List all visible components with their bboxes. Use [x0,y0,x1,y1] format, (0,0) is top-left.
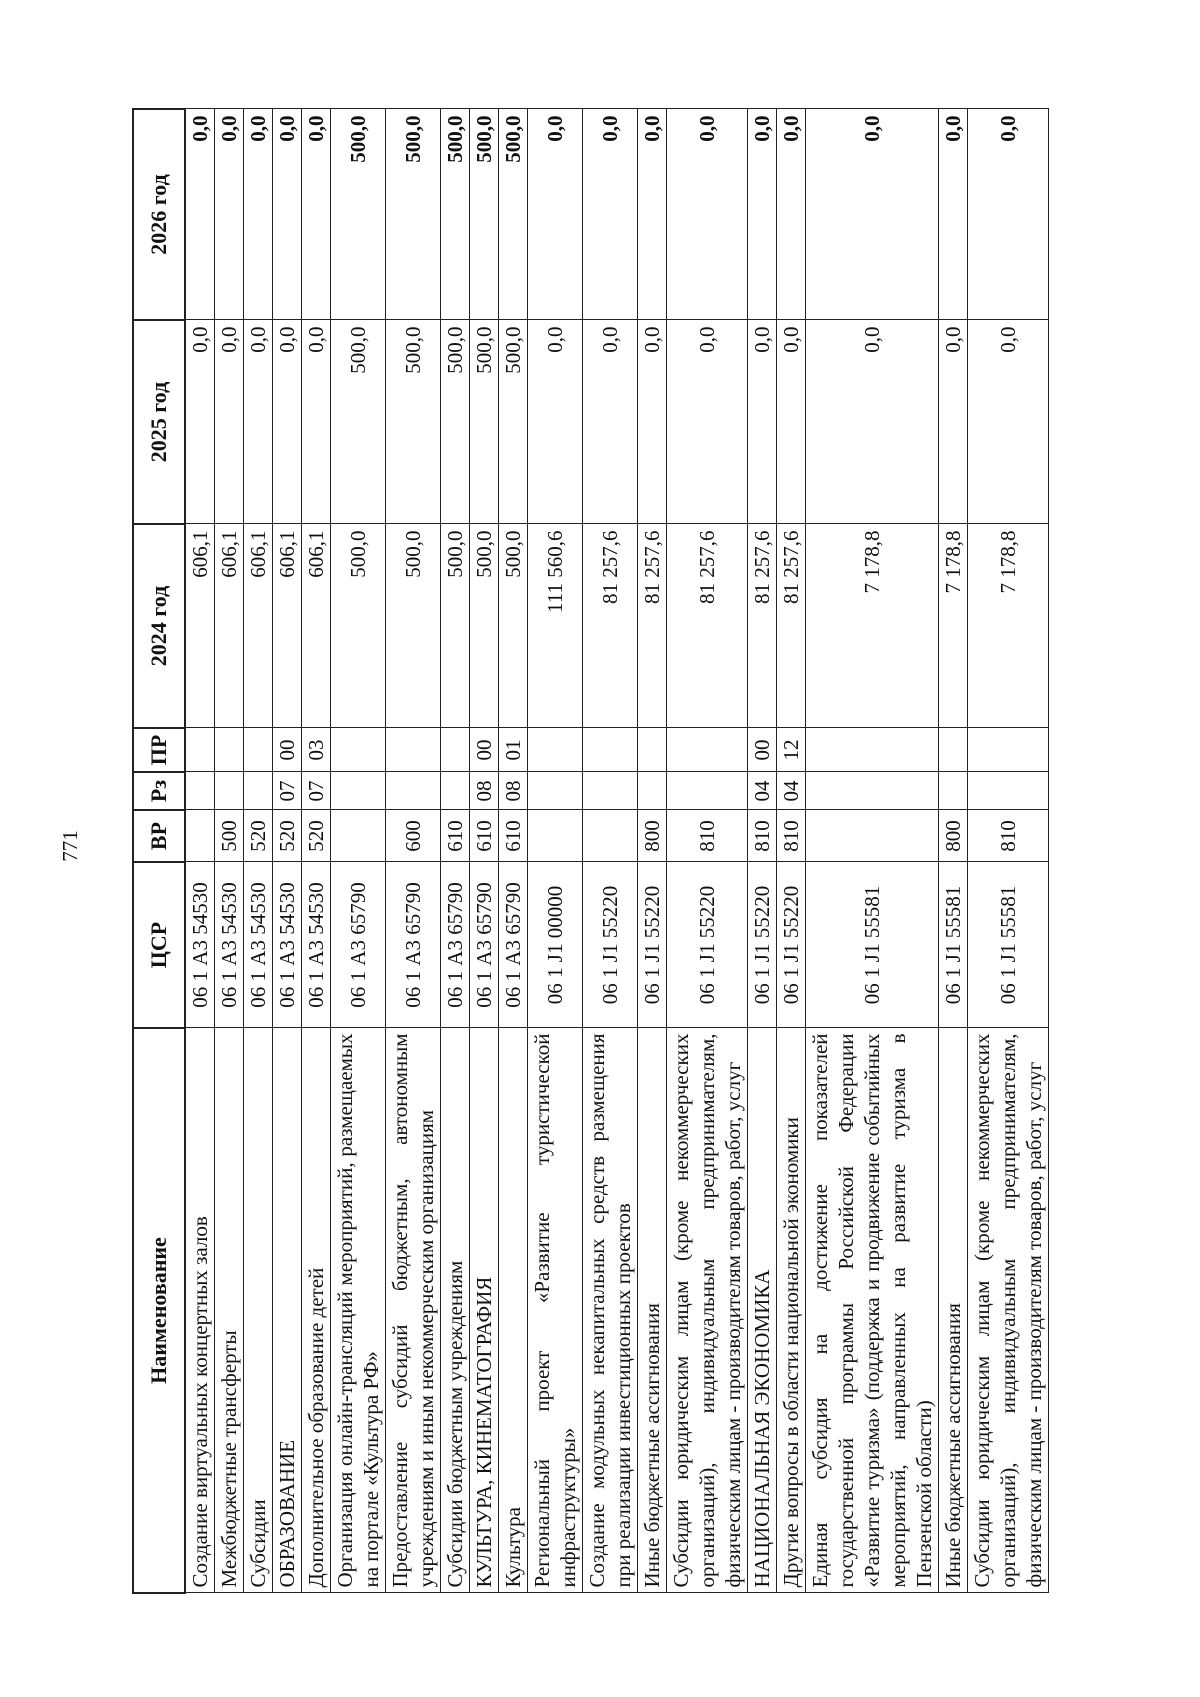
cell-2025: 0,0 [638,320,667,524]
cell-csr: 06 1 А3 65790 [331,862,386,1028]
cell-csr: 06 1 J1 55220 [748,862,777,1028]
header-csr: ЦСР [133,862,185,1028]
cell-2026: 0,0 [638,109,667,320]
cell-vr [331,810,386,862]
cell-csr: 06 1 J1 55581 [939,862,968,1028]
cell-2026: 500,0 [331,109,386,320]
cell-2024: 7 178,8 [968,524,1049,728]
cell-pr: 00 [273,728,302,772]
cell-rz [528,772,583,810]
cell-2026: 0,0 [939,109,968,320]
table-row [386,109,441,1593]
cell-2025: 500,0 [441,320,470,524]
table-row [215,109,244,1593]
cell-csr: 06 1 J1 55220 [777,862,806,1028]
cell-2024: 111 560,6 [528,524,583,728]
table-row [939,109,968,1593]
cell-csr: 06 1 А3 65790 [441,862,470,1028]
cell-name: КУЛЬТУРА, КИНЕМАТОГРАФИЯ [470,1028,499,1593]
cell-2025: 0,0 [968,320,1049,524]
cell-name: ОБРАЗОВАНИЕ [273,1028,302,1593]
table-row [748,109,777,1593]
cell-2026: 0,0 [528,109,583,320]
cell-rz [939,772,968,810]
cell-csr: 06 1 А3 54530 [215,862,244,1028]
budget-table-container [132,110,1050,1594]
cell-2024: 7 178,8 [939,524,968,728]
header-2026: 2026 год [133,109,185,320]
header-row [133,109,185,1593]
cell-csr: 06 1 J1 55220 [583,862,638,1028]
cell-csr: 06 1 А3 65790 [470,862,499,1028]
cell-2025: 0,0 [215,320,244,524]
cell-vr [583,810,638,862]
cell-2026: 500,0 [499,109,528,320]
cell-name: Региональный проект «Развитие туристической инфраструктуры» [528,1028,583,1593]
cell-2026: 500,0 [441,109,470,320]
table-row [499,109,528,1593]
cell-name: Единая субсидия на достижение показателей государственной программы Российской Федерации «Развитие туризма» (поддержка и продвижение событийных мероприятий, направленных на развитие туризма в Пензенской области) [806,1028,939,1593]
cell-name: Создание виртуальных концертных залов [185,1028,215,1593]
cell-rz [667,772,748,810]
cell-csr: 06 1 J1 55581 [806,862,939,1028]
cell-csr: 06 1 А3 65790 [386,862,441,1028]
cell-vr: 810 [748,810,777,862]
table-row [667,109,748,1593]
cell-2025: 500,0 [499,320,528,524]
table-row [331,109,386,1593]
cell-2024: 81 257,6 [638,524,667,728]
cell-csr: 06 1 А3 54530 [273,862,302,1028]
cell-pr: 00 [470,728,499,772]
cell-2026: 0,0 [273,109,302,320]
cell-csr: 06 1 А3 65790 [499,862,528,1028]
table-row [441,109,470,1593]
cell-pr [185,728,215,772]
cell-rz [583,772,638,810]
table-header [133,109,185,1593]
cell-csr: 06 1 А3 54530 [244,862,273,1028]
cell-2025: 0,0 [273,320,302,524]
cell-2025: 0,0 [748,320,777,524]
cell-pr [667,728,748,772]
cell-rz [968,772,1049,810]
cell-2024: 606,1 [215,524,244,728]
cell-2024: 81 257,6 [667,524,748,728]
cell-2024: 606,1 [302,524,331,728]
cell-rz [244,772,273,810]
cell-rz [331,772,386,810]
cell-2025: 0,0 [939,320,968,524]
cell-vr [185,810,215,862]
cell-pr [939,728,968,772]
cell-2024: 500,0 [331,524,386,728]
cell-2025: 0,0 [528,320,583,524]
header-2025: 2025 год [133,320,185,524]
header-rz: Рз [133,772,185,810]
cell-2026: 0,0 [806,109,939,320]
cell-2026: 0,0 [583,109,638,320]
cell-rz [638,772,667,810]
table-row [806,109,939,1593]
cell-2026: 500,0 [470,109,499,320]
cell-pr [806,728,939,772]
cell-name: Организация онлайн-трансляций мероприятий, размещаемых на портале «Культура РФ» [331,1028,386,1593]
cell-csr: 06 1 J1 55581 [968,862,1049,1028]
cell-pr [386,728,441,772]
cell-name: Иные бюджетные ассигнования [638,1028,667,1593]
cell-name: Субсидии бюджетным учреждениям [441,1028,470,1593]
cell-2024: 81 257,6 [583,524,638,728]
cell-rz: 04 [777,772,806,810]
cell-2025: 0,0 [667,320,748,524]
cell-vr: 610 [470,810,499,862]
cell-vr: 500 [215,810,244,862]
cell-vr: 810 [777,810,806,862]
cell-2025: 0,0 [583,320,638,524]
table-row [273,109,302,1593]
cell-2025: 0,0 [806,320,939,524]
cell-csr: 06 1 А3 54530 [185,862,215,1028]
cell-2026: 0,0 [185,109,215,320]
cell-csr: 06 1 J1 55220 [638,862,667,1028]
cell-name: Субсидии [244,1028,273,1593]
table-row [470,109,499,1593]
cell-name: Другие вопросы в области национальной экономики [777,1028,806,1593]
cell-csr: 06 1 А3 54530 [302,862,331,1028]
cell-pr: 01 [499,728,528,772]
cell-2024: 81 257,6 [777,524,806,728]
cell-rz [215,772,244,810]
cell-rz [386,772,441,810]
cell-2025: 500,0 [470,320,499,524]
cell-2025: 0,0 [302,320,331,524]
cell-vr: 810 [667,810,748,862]
cell-pr [583,728,638,772]
cell-2024: 7 178,8 [806,524,939,728]
cell-vr: 800 [638,810,667,862]
cell-2024: 500,0 [499,524,528,728]
table-body [185,109,1049,1593]
cell-vr: 610 [441,810,470,862]
table-row [185,109,215,1593]
cell-name: Создание модульных некапитальных средств размещения при реализации инвестиционных проектов [583,1028,638,1593]
page-number: 771 [58,830,82,862]
table-row [638,109,667,1593]
cell-2025: 500,0 [331,320,386,524]
table-row [302,109,331,1593]
budget-table [132,108,1049,1594]
cell-name: Межбюджетные трансферты [215,1028,244,1593]
table-row [244,109,273,1593]
cell-2025: 500,0 [386,320,441,524]
cell-rz [441,772,470,810]
cell-2025: 0,0 [777,320,806,524]
cell-name: Субсидии юридическим лицам (кроме некоммерческих организаций), индивидуальным предпринимателям, физическим лицам - производителям товаров, работ, услуг [968,1028,1049,1593]
cell-vr: 520 [273,810,302,862]
cell-2025: 0,0 [185,320,215,524]
cell-2024: 500,0 [386,524,441,728]
table-row [968,109,1049,1593]
cell-rz [185,772,215,810]
cell-csr: 06 1 J1 55220 [667,862,748,1028]
cell-rz: 07 [302,772,331,810]
cell-rz: 08 [470,772,499,810]
cell-vr [528,810,583,862]
cell-pr [441,728,470,772]
cell-rz [806,772,939,810]
cell-name: Культура [499,1028,528,1593]
header-name: Наименование [133,1028,185,1593]
cell-2026: 500,0 [386,109,441,320]
cell-pr [968,728,1049,772]
cell-vr [806,810,939,862]
header-pr: ПР [133,728,185,772]
cell-rz: 07 [273,772,302,810]
cell-pr [244,728,273,772]
cell-pr [215,728,244,772]
cell-2024: 81 257,6 [748,524,777,728]
cell-pr [528,728,583,772]
cell-vr: 520 [302,810,331,862]
cell-pr [638,728,667,772]
cell-2024: 606,1 [244,524,273,728]
cell-name: Дополнительное образование детей [302,1028,331,1593]
cell-2026: 0,0 [244,109,273,320]
cell-2026: 0,0 [215,109,244,320]
cell-2024: 606,1 [273,524,302,728]
cell-name: Предоставление субсидий бюджетным, автономным учреждениям и иным некоммерческим организациям [386,1028,441,1593]
cell-pr: 00 [748,728,777,772]
cell-pr: 03 [302,728,331,772]
table-row [528,109,583,1593]
cell-pr [331,728,386,772]
cell-2024: 606,1 [185,524,215,728]
cell-rz: 04 [748,772,777,810]
cell-rz: 08 [499,772,528,810]
cell-2024: 500,0 [470,524,499,728]
cell-vr: 800 [939,810,968,862]
cell-name: Субсидии юридическим лицам (кроме некоммерческих организаций), индивидуальным предпринимателям, физическим лицам - производителям товаров, работ, услуг [667,1028,748,1593]
cell-2026: 0,0 [968,109,1049,320]
cell-2024: 500,0 [441,524,470,728]
table-row [777,109,806,1593]
cell-2025: 0,0 [244,320,273,524]
cell-vr: 600 [386,810,441,862]
cell-name: Иные бюджетные ассигнования [939,1028,968,1593]
header-2024: 2024 год [133,524,185,728]
cell-2026: 0,0 [748,109,777,320]
header-vr: ВР [133,810,185,862]
cell-name: НАЦИОНАЛЬНАЯ ЭКОНОМИКА [748,1028,777,1593]
cell-pr: 12 [777,728,806,772]
cell-2026: 0,0 [302,109,331,320]
cell-csr: 06 1 J1 00000 [528,862,583,1028]
cell-2026: 0,0 [777,109,806,320]
cell-vr: 610 [499,810,528,862]
cell-vr: 810 [968,810,1049,862]
table-row [583,109,638,1593]
cell-vr: 520 [244,810,273,862]
cell-2026: 0,0 [667,109,748,320]
